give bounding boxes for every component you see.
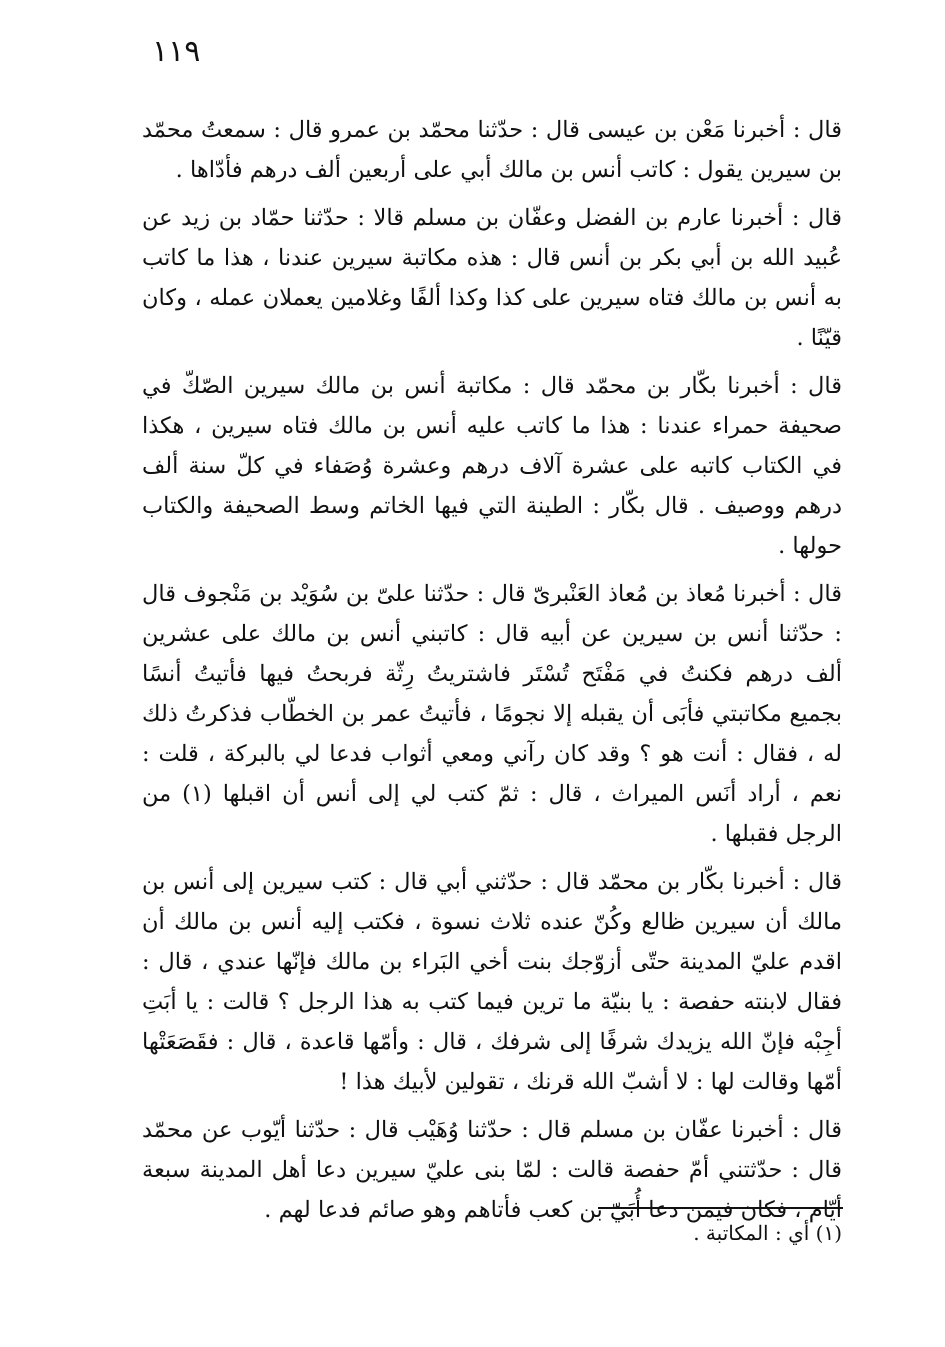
paragraph: قال : أخبرنا بكّار بن محمّد قال : حدّثني أبي قال : كتب سيرين إلى أنس بن مالك أن سيرين ظالع وكُنّ عنده ثلاث نسوة ، فكتب إليه أنس بن مالك أن اقدم عليّ المدينة حتّى أزوّجك بنت أخي البَراء بن مالك فإنّها عندي ، قال : فقال لابنته حفصة : يا بنيّة ما ترين فيما كتب به هذا الرجل ؟ قالت : يا أبَتِ أجِبْه فإنّ الله يزيدك شرفًا إلى شرفك ، قال : وأمّها قاعدة ، قال : فقَصَعَتْها أمّها وقالت لها : لا أشبّ الله قرنك ، تقولين لأبيك هذا ! [142, 869, 842, 1095]
paragraph: قال : أخبرنا مُعاذ بن مُعاذ العَنْبرىّ قال : حدّثنا علىّ بن سُوَيْد بن مَنْجوف قال : حدّثنا أنس بن سيرين عن أبيه قال : كاتبني أنس بن مالك على عشرين ألف درهم فكنتُ في مَفْتَح تُسْتَر فاشتريتُ رِثّة فربحتُ فيها فأتيتُ أنسًا بجميع مكاتبتي فأبَى أن يقبله إلا نجومًا ، فأتيتُ عمر بن الخطّاب فذكرتُ ذلك له ، فقال : أنت هو ؟ وقد كان رآني ومعي أثواب فدعا لي بالبركة ، قلت : نعم ، أراد أنَس الميراث ، قال : ثمّ كتب لي إلى أنس أن اقبلها (١) من الرجل فقبلها . [142, 581, 842, 847]
page-body [142, 110, 842, 1230]
footnote: (١) أي : المكاتبة . [693, 1221, 842, 1245]
paragraph: قال : أخبرنا عفّان بن مسلم قال : حدّثنا وُهَيْب قال : حدّثنا أيّوب عن محمّد قال : حدّثتني أمّ حفصة قالت : لمّا بنى عليّ سيرين دعا أهل المدينة سبعة أيّام ، فكان فيمن دعا أُبَيّ بن كعب فأتاهم وهو صائم فدعا لهم . [142, 1117, 842, 1223]
paragraph: قال : أخبرنا مَعْن بن عيسى قال : حدّثنا محمّد بن عمرو قال : سمعتُ محمّد بن سيرين يقول : كاتب أنس بن مالك أبي على أربعين ألف درهم فأدّاها . [142, 117, 842, 183]
page-number: ١١٩ [152, 34, 201, 69]
footnote-separator [598, 1207, 843, 1209]
paragraph: قال : أخبرنا بكّار بن محمّد قال : مكاتبة أنس بن مالك سيرين الصّكّ في صحيفة حمراء عندنا : هذا ما كاتب عليه أنس بن مالك فتاه سيرين ، هكذا في الكتاب كاتبه على عشرة آلاف درهم وعشرة وُصَفاء في كلّ سنة ألف درهم ووصيف . قال بكّار : الطينة التي فيها الخاتم وسط الصحيفة والكتاب حولها . [142, 373, 842, 559]
paragraph: قال : أخبرنا عارم بن الفضل وعفّان بن مسلم قالا : حدّثنا حمّاد بن زيد عن عُبيد الله بن أبي بكر بن أنس قال : هذه مكاتبة سيرين عندنا ، هذا ما كاتب به أنس بن مالك فتاه سيرين على كذا وكذا ألفًا وغلامين يعملان عمله ، وكان قيّنًا . [142, 205, 842, 351]
